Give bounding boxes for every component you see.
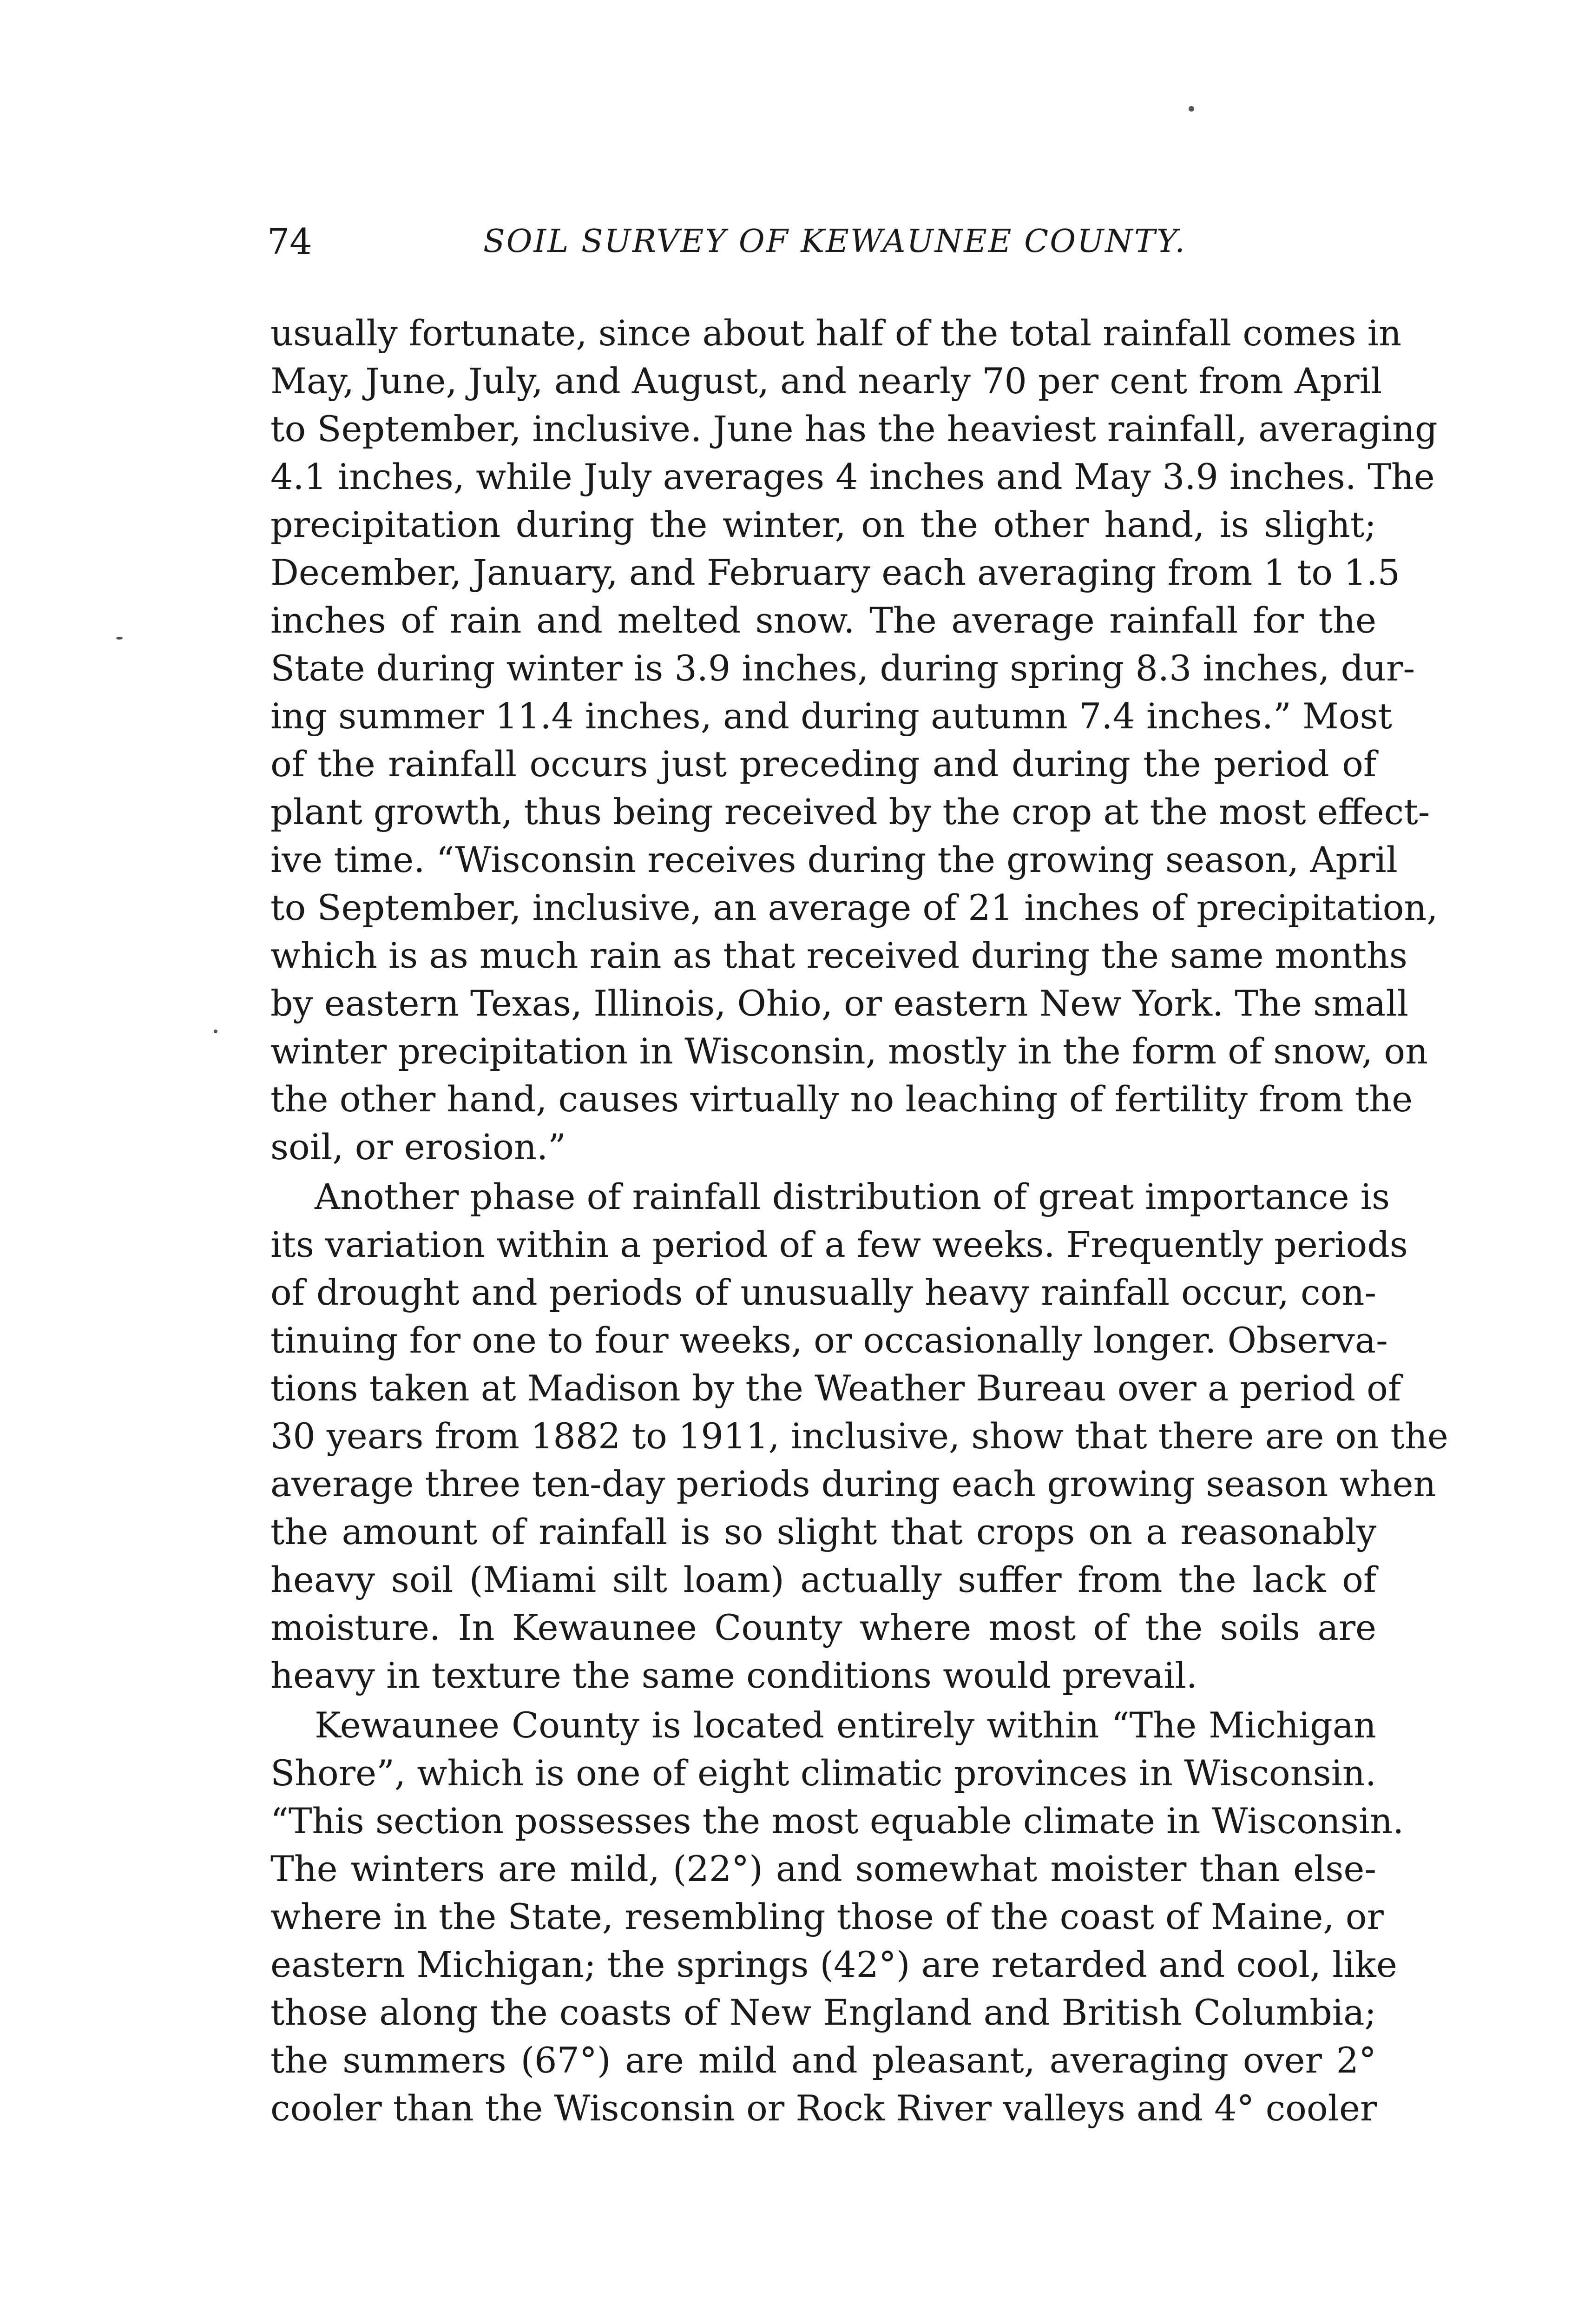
text-line: ive time. “Wisconsin receives during the growing season, April	[270, 839, 1398, 880]
text-line: 30 years from 1882 to 1911, inclusive, show that there are on the	[270, 1415, 1448, 1457]
page-number: 74	[267, 221, 312, 262]
scan-speck	[1189, 106, 1194, 112]
text-line: Shore”, which is one of eight climatic provinces in Wisconsin.	[270, 1752, 1376, 1794]
text-line: where in the State, resembling those of the coast of Maine, or	[270, 1896, 1384, 1937]
text-line: its variation within a period of a few weeks. Frequently periods	[270, 1224, 1408, 1265]
text-line: soil, or erosion.”	[270, 1126, 566, 1168]
text-line: usually fortunate, since about half of the total rainfall comes in	[270, 312, 1402, 354]
text-line: moisture. In Kewaunee County where most of the soils are	[270, 1607, 1376, 1648]
text-line: inches of rain and melted snow. The average rainfall for the	[270, 600, 1376, 641]
paragraph-1	[270, 309, 1438, 1171]
text-line: tions taken at Madison by the Weather Bureau over a period of	[270, 1367, 1401, 1409]
text-line: 4.1 inches, while July averages 4 inches and May 3.9 inches. The	[270, 456, 1435, 497]
text-line: the summers (67°) are mild and pleasant, averaging over 2°	[270, 2040, 1376, 2081]
text-line: heavy soil (Miami silt loam) actually suffer from the lack of	[270, 1559, 1376, 1600]
text-line: ing summer 11.4 inches, and during autumn 7.4 inches.” Most	[270, 695, 1393, 737]
text-line: average three ten-day periods during each growing season when	[270, 1463, 1436, 1505]
text-line: heavy in texture the same conditions would prevail.	[270, 1655, 1197, 1696]
text-line: cooler than the Wisconsin or Rock River valleys and 4° cooler	[270, 2087, 1377, 2129]
text-line: December, January, and February each averaging from 1 to 1.5	[270, 552, 1400, 593]
running-title: SOIL SURVEY OF KEWAUNEE COUNTY.	[483, 223, 1186, 260]
text-line: Another phase of rainfall distribution of great importance is	[315, 1176, 1390, 1217]
paragraph-2	[270, 1173, 1448, 1699]
text-line: May, June, July, and August, and nearly 70 per cent from April	[270, 360, 1382, 402]
scan-speck	[214, 1030, 217, 1033]
text-line: precipitation during the winter, on the other hand, is slight;	[270, 504, 1376, 545]
text-line: those along the coasts of New England and British Columbia;	[270, 1992, 1376, 2033]
body-text	[270, 309, 1448, 2132]
text-line: which is as much rain as that received during the same months	[270, 935, 1407, 976]
text-line: by eastern Texas, Illinois, Ohio, or eastern New York. The small	[270, 983, 1409, 1024]
text-line: State during winter is 3.9 inches, during spring 8.3 inches, dur-	[270, 647, 1415, 689]
text-line: to September, inclusive, an average of 21 inches of precipitation,	[270, 887, 1438, 928]
text-line: of the rainfall occurs just preceding and during the period of	[270, 743, 1376, 785]
text-line: “This section possesses the most equable climate in Wisconsin.	[270, 1800, 1404, 1842]
text-line: the amount of rainfall is so slight that crops on a reasonably	[270, 1511, 1376, 1552]
text-line: the other hand, causes virtually no leaching of fertility from the	[270, 1078, 1413, 1120]
text-line: Kewaunee County is located entirely within “The Michigan	[315, 1704, 1376, 1746]
text-line: tinuing for one to four weeks, or occasionally longer. Observa-	[270, 1320, 1388, 1361]
text-line: to September, inclusive. June has the heaviest rainfall, averaging	[270, 408, 1438, 449]
text-line: winter precipitation in Wisconsin, mostly in the form of snow, on	[270, 1030, 1428, 1072]
page-header	[267, 218, 1392, 274]
paragraph-3	[270, 1701, 1404, 2132]
text-line: The winters are mild, (22°) and somewhat moister than else-	[270, 1848, 1376, 1889]
scan-speck	[116, 637, 123, 640]
text-line: eastern Michigan; the springs (42°) are retarded and cool, like	[270, 1944, 1397, 1985]
text-line: of drought and periods of unusually heavy rainfall occur, con-	[270, 1272, 1376, 1313]
text-line: plant growth, thus being received by the crop at the most effect-	[270, 791, 1430, 832]
